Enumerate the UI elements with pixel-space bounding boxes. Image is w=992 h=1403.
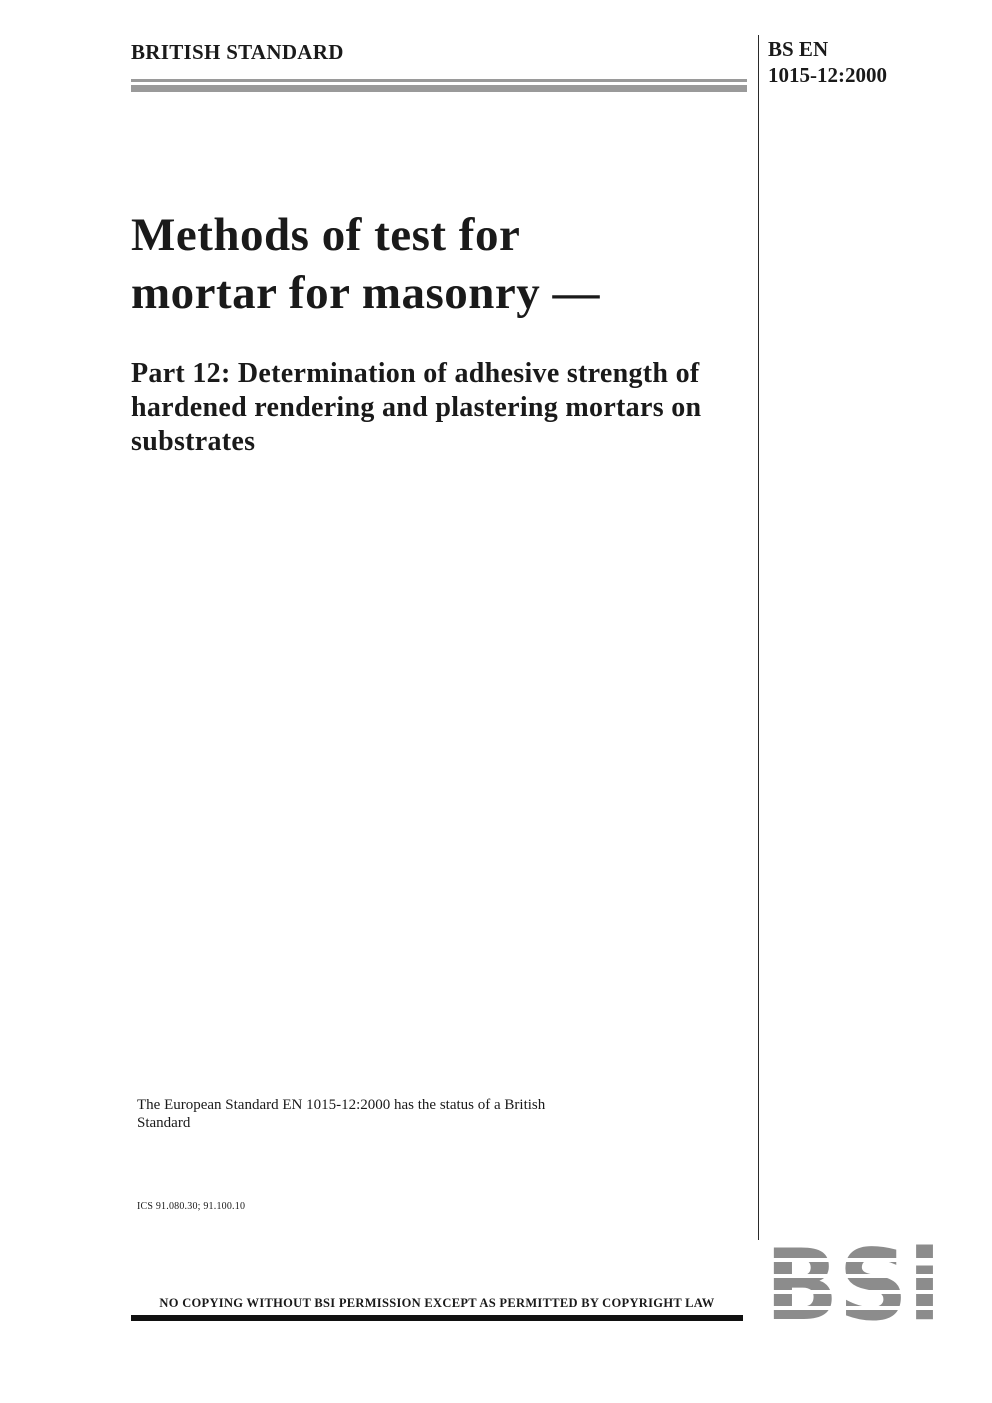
document-title-line1: Methods of test for [131,209,521,261]
copyright-notice: NO COPYING WITHOUT BSI PERMISSION EXCEPT AS PERMITTED BY COPYRIGHT LAW [159,1296,715,1310]
bsi-logo-icon [765,1243,941,1323]
document-title-line2: mortar for masonry — [131,267,601,319]
footer-rule [131,1315,743,1321]
ics-code: ICS 91.080.30; 91.100.10 [137,1201,246,1212]
document-title [131,206,600,322]
standard-reference-line1: BS EN [768,37,829,61]
standard-reference [768,36,887,88]
standard-type-label: BRITISH STANDARD [131,40,344,64]
document-subtitle: Part 12: Determination of adhesive strength of hardened rendering and plastering mortars on substrates [131,358,702,457]
standard-reference-line2: 1015-12:2000 [768,63,887,87]
status-note: The European Standard EN 1015-12:2000 has the status of a British Standard [137,1097,546,1131]
margin-divider [758,35,759,1240]
header-rule-thin [131,79,747,82]
header-rule-thick [131,85,747,92]
